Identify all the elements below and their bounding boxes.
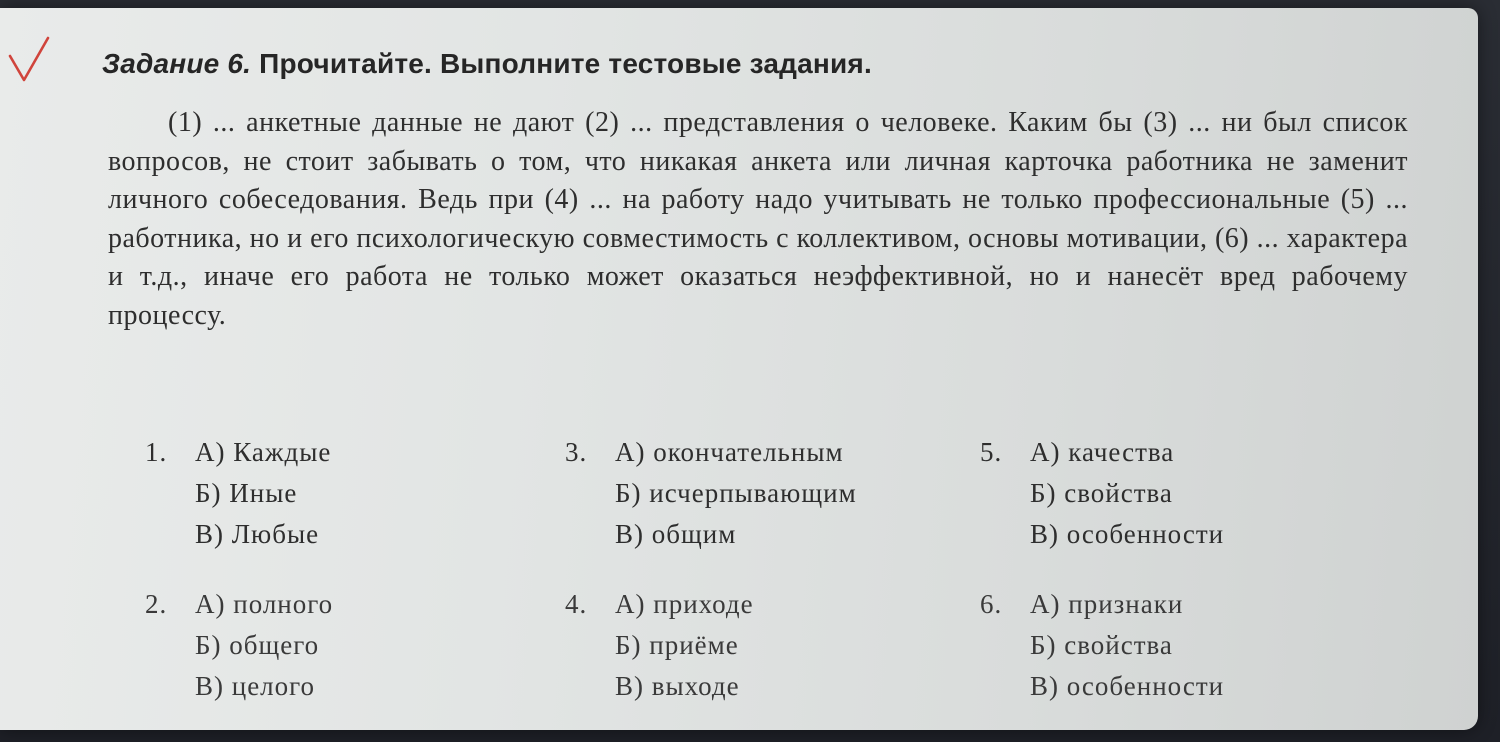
option-c: В) особенности bbox=[1030, 519, 1225, 549]
task-heading bbox=[102, 48, 872, 80]
option-a: А) качества bbox=[1030, 437, 1175, 467]
question-number: 1. bbox=[145, 437, 168, 467]
question-number: 4. bbox=[565, 589, 588, 619]
check-mark-icon bbox=[4, 36, 52, 84]
option-b: Б) свойства bbox=[1030, 478, 1173, 508]
option-a: А) признаки bbox=[1030, 589, 1184, 619]
option-a: А) полного bbox=[195, 589, 334, 619]
task-instruction: Прочитайте. Выполните тестовые задания. bbox=[259, 48, 872, 79]
reading-passage: (1) ... анкетные данные не дают (2) ... представления о человеке. Каким бы (3) ... ни был список вопросов, не стоит забывать о том, что никакая анкета или личная карточка работника не заменит личного собеседования. Ведь при (4) ... на работу надо учитывать не только профессиональные (5) ... работника, но и его психологическую совместимость с коллективом, основы мотивации, (6) ... характера и т.д., иначе его работа не только может оказаться неэффективной, но и нанесёт вред рабочему процессу. bbox=[108, 107, 1408, 331]
option-b: Б) Иные bbox=[195, 478, 298, 508]
option-b: Б) общего bbox=[195, 630, 320, 660]
option-b: Б) исчерпывающим bbox=[615, 478, 857, 508]
question-number: 2. bbox=[145, 589, 168, 619]
question-number: 6. bbox=[980, 589, 1003, 619]
option-c: В) общим bbox=[615, 519, 737, 549]
question-number: 5. bbox=[980, 437, 1003, 467]
option-a: А) Каждые bbox=[195, 437, 332, 467]
textbook-page bbox=[0, 8, 1478, 730]
option-a: А) окончательным bbox=[615, 437, 844, 467]
option-c: В) Любые bbox=[195, 519, 320, 549]
option-c: В) целого bbox=[195, 671, 316, 701]
question-number: 3. bbox=[565, 437, 588, 467]
option-c: В) особенности bbox=[1030, 671, 1225, 701]
task-label: Задание 6. bbox=[102, 48, 252, 79]
option-a: А) приходе bbox=[615, 589, 754, 619]
option-b: Б) приёме bbox=[615, 630, 739, 660]
option-c: В) выходе bbox=[615, 671, 740, 701]
option-b: Б) свойства bbox=[1030, 630, 1173, 660]
